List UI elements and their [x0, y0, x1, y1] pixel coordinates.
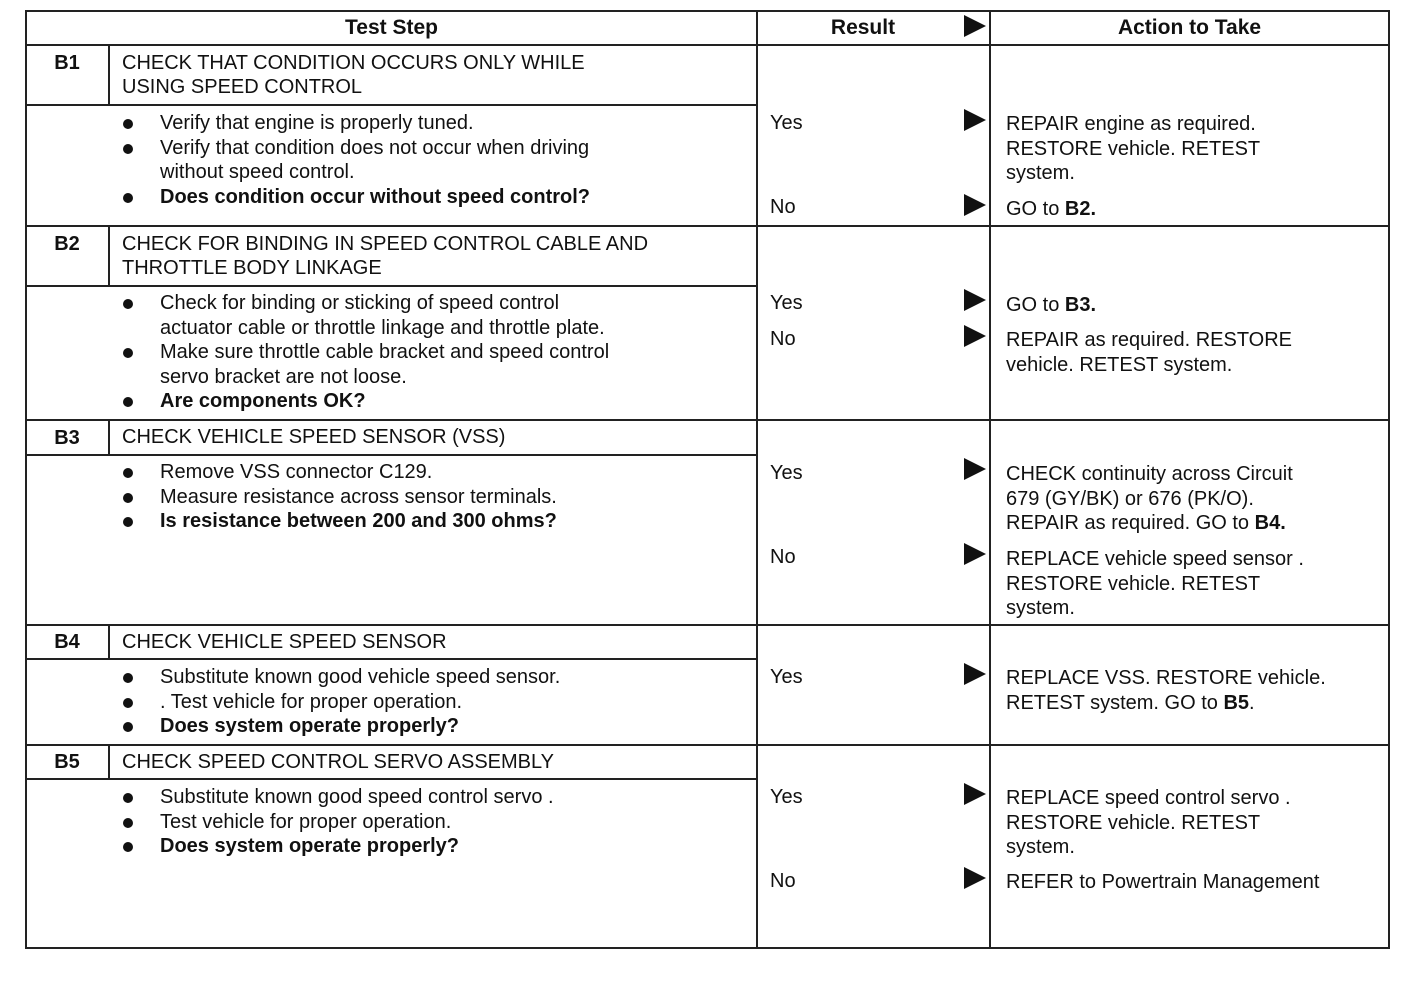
table-border-bottom: [25, 947, 1390, 949]
arrow-right-icon: [964, 458, 986, 480]
table-border-left: [25, 10, 27, 949]
b5-title-underline: [25, 778, 756, 780]
step-bullets-b1: [118, 111, 590, 209]
action-b5-yes: REPLACE speed control servo . RESTORE vehicle. RETEST system.: [1006, 787, 1291, 858]
b4-id-divider: [108, 624, 110, 659]
result-label-b1-no: No: [770, 196, 796, 218]
row-divider-b3: [25, 419, 1390, 421]
bullet-question: Are components OK?: [118, 389, 609, 414]
arrow-right-icon: [964, 289, 986, 311]
arrow-right-icon: [964, 109, 986, 131]
header-arrow-icon: [964, 15, 986, 37]
arrow-right-icon: [964, 543, 986, 565]
step-id-b1: B1: [54, 52, 80, 74]
step-title-b4: CHECK VEHICLE SPEED SENSOR: [122, 631, 447, 653]
step-bullets-b5: [118, 785, 554, 859]
action-b1-yes: REPAIR engine as required. RESTORE vehicle. RETEST system.: [1006, 113, 1261, 184]
row-divider-b4: [25, 624, 1390, 626]
action-b4-yes: REPLACE VSS. RESTORE vehicle. RETEST system. GO to B5.: [1006, 667, 1326, 714]
header-test-step: Test Step: [345, 16, 438, 39]
bullet-item: Substitute known good vehicle speed sensor.: [118, 665, 560, 690]
result-label-b3-yes: Yes: [770, 462, 803, 484]
result-label-b2-no: No: [770, 328, 796, 350]
step-title-b5: CHECK SPEED CONTROL SERVO ASSEMBLY: [122, 751, 554, 773]
b2-id-divider: [108, 225, 110, 286]
step-title-b2-line1: CHECK FOR BINDING IN SPEED CONTROL CABLE AND: [122, 233, 649, 255]
bullet-item: Verify that engine is properly tuned.: [118, 111, 590, 136]
row-divider-b5: [25, 744, 1390, 746]
step-bullets-b2: [118, 291, 609, 414]
step-title-b1-line2: USING SPEED CONTROL: [122, 76, 363, 98]
action-b2-no: REPAIR as required. RESTORE vehicle. RETEST system.: [1006, 329, 1293, 376]
step-title-b2-line2: THROTTLE BODY LINKAGE: [122, 257, 382, 279]
result-label-b5-no: No: [770, 870, 796, 892]
bullet-item: Check for binding or sticking of speed control actuator cable or throttle linkage and throttle plate.: [118, 291, 609, 340]
row-divider-b2: [25, 225, 1390, 227]
arrow-right-icon: [964, 325, 986, 347]
b3-title-underline: [25, 454, 756, 456]
arrow-right-icon: [964, 663, 986, 685]
header-divider: [25, 44, 1390, 46]
bullet-question: Does system operate properly?: [118, 714, 560, 739]
result-label-b5-yes: Yes: [770, 786, 803, 808]
action-b3-yes: CHECK continuity across Circuit 679 (GY/BK) or 676 (PK/O). REPAIR as required. GO to B4.: [1006, 463, 1293, 534]
result-label-b3-no: No: [770, 546, 796, 568]
table-border-top: [25, 10, 1390, 12]
step-id-b3: B3: [54, 427, 80, 449]
bullet-item: Test vehicle for proper operation.: [118, 810, 554, 835]
arrow-right-icon: [964, 194, 986, 216]
bullet-question: Is resistance between 200 and 300 ohms?: [118, 509, 557, 534]
action-b2-yes: GO to B3.: [1006, 294, 1097, 316]
result-label-b2-yes: Yes: [770, 292, 803, 314]
b1-title-underline: [25, 104, 756, 106]
result-label-b4-yes: Yes: [770, 666, 803, 688]
step-bullets-b3: [118, 460, 557, 534]
b1-id-divider: [108, 44, 110, 105]
step-id-b5: B5: [54, 751, 80, 773]
bullet-item: . Test vehicle for proper operation.: [118, 690, 560, 715]
step-bullets-b4: [118, 665, 560, 739]
b3-id-divider: [108, 419, 110, 455]
bullet-item: Remove VSS connector C129.: [118, 460, 557, 485]
header-action: Action to Take: [1117, 16, 1262, 39]
b4-title-underline: [25, 658, 756, 660]
bullet-item: Measure resistance across sensor terminals.: [118, 485, 557, 510]
bullet-question: Does condition occur without speed control?: [118, 185, 590, 210]
arrow-right-icon: [964, 867, 986, 889]
bullet-item: Substitute known good speed control servo .: [118, 785, 554, 810]
bullet-question: Does system operate properly?: [118, 834, 554, 859]
step-title-b3: CHECK VEHICLE SPEED SENSOR (VSS): [122, 426, 506, 448]
step-id-b2: B2: [54, 233, 80, 255]
action-b1-no: GO to B2.: [1006, 198, 1097, 220]
step-id-b4: B4: [54, 631, 80, 653]
table-border-right: [1388, 10, 1390, 949]
action-b5-no: REFER to Powertrain Management: [1006, 871, 1320, 893]
arrow-right-icon: [964, 783, 986, 805]
action-b3-no: REPLACE vehicle speed sensor . RESTORE vehicle. RETEST system.: [1006, 548, 1304, 619]
bullet-item: Verify that condition does not occur when driving without speed control.: [118, 136, 590, 185]
col-divider-action: [989, 10, 991, 949]
header-result: Result: [830, 16, 896, 39]
b5-id-divider: [108, 744, 110, 779]
result-label-b1-yes: Yes: [770, 112, 803, 134]
step-title-b1-line1: CHECK THAT CONDITION OCCURS ONLY WHILE: [122, 52, 585, 74]
b2-title-underline: [25, 285, 756, 287]
bullet-item: Make sure throttle cable bracket and speed control servo bracket are not loose.: [118, 340, 609, 389]
col-divider-result: [756, 10, 758, 949]
